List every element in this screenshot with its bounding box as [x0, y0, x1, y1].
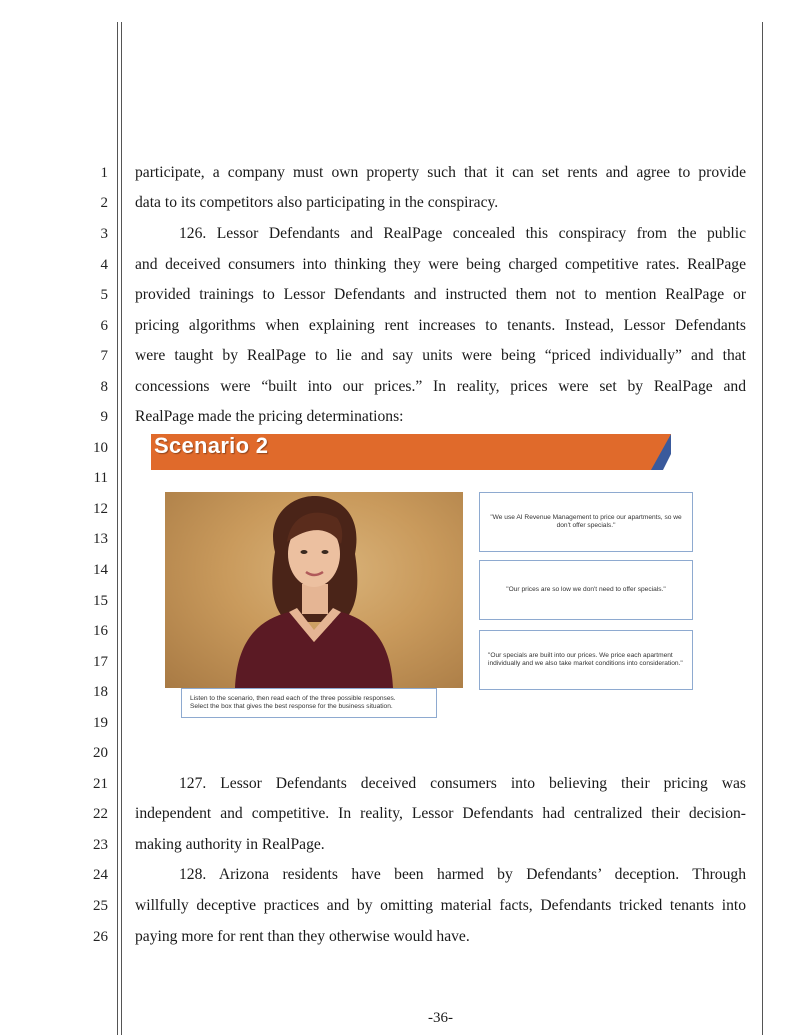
line-number: 24 [93, 867, 108, 883]
line-number: 13 [93, 531, 108, 547]
text-line: concessions were “built into our prices.” In reality, prices were set by RealPage and [135, 378, 746, 395]
line-number: 7 [100, 348, 108, 364]
line-number: 10 [93, 440, 108, 456]
line-number: 19 [93, 715, 108, 731]
response-option-3-text: "Our specials are built into our prices. We price each apartment individually and we also take market conditions into consideration." [488, 652, 683, 667]
line-number: 15 [93, 593, 108, 609]
scenario-title: Scenario 2 [154, 433, 269, 458]
line-number: 9 [100, 409, 108, 425]
instruction-line: Select the box that gives the best response for the business situation. [190, 703, 393, 710]
scenario-training-slide [143, 430, 723, 740]
left-margin-rule-outer [117, 22, 118, 1035]
line-number: 22 [93, 806, 108, 822]
instruction-line: Listen to the scenario, then read each of the three possible responses. [190, 695, 396, 702]
text-line: RealPage made the pricing determinations: [135, 408, 404, 425]
presenter-image [165, 492, 463, 688]
line-number: 5 [100, 287, 108, 303]
line-number: 25 [93, 898, 108, 914]
text-line: were taught by RealPage to lie and say units were being “priced individually” and that [135, 347, 746, 364]
paragraph-127-first-line: 127. Lessor Defendants deceived consumers into believing their pricing was [179, 775, 746, 792]
text-line: and deceived consumers into thinking they were being charged competitive rates. RealPage [135, 256, 746, 273]
text-line: making authority in RealPage. [135, 836, 325, 853]
text-line: paying more for rent than they otherwise would have. [135, 928, 470, 945]
line-number: 21 [93, 776, 108, 792]
line-number: 26 [93, 929, 108, 945]
line-number: 11 [93, 470, 108, 486]
paragraph-128-first-line: 128. Arizona residents have been harmed by Defendants’ deception. Through [179, 866, 746, 883]
text-line: pricing algorithms when explaining rent increases to tenants. Instead, Lessor Defendants [135, 317, 746, 334]
response-option-2[interactable] [479, 560, 693, 620]
line-number: 4 [100, 257, 108, 273]
line-number: 1 [100, 165, 108, 181]
line-number: 17 [93, 654, 108, 670]
response-option-1[interactable] [479, 492, 693, 552]
text-line: participate, a company must own property such that it can set rents and agree to provide [135, 164, 746, 181]
text-line: independent and competitive. In reality, Lessor Defendants had centralized their decision- [135, 805, 746, 822]
text-line: willfully deceptive practices and by omitting material facts, Defendants tricked tenants into [135, 897, 746, 914]
line-number: 8 [100, 379, 108, 395]
line-number: 12 [93, 501, 108, 517]
line-number: 23 [93, 837, 108, 853]
text-line: data to its competitors also participating in the conspiracy. [135, 194, 499, 211]
line-number: 6 [100, 318, 108, 334]
line-number: 2 [100, 195, 108, 211]
instruction-box [181, 688, 437, 718]
page-number: -36- [428, 1010, 453, 1026]
left-margin-rule-inner [121, 22, 122, 1035]
line-number: 14 [93, 562, 108, 578]
response-option-2-text: "Our prices are so low we don't need to offer specials." [506, 586, 666, 593]
response-option-1-text: "We use AI Revenue Management to price our apartments, so we don't offer specials." [490, 514, 682, 529]
paragraph-126-first-line: 126. Lessor Defendants and RealPage concealed this conspiracy from the public [179, 225, 746, 242]
line-number: 3 [100, 226, 108, 242]
text-line: provided trainings to Lessor Defendants and instructed them not to mention RealPage or [135, 286, 746, 303]
presenter-video-frame [165, 492, 463, 688]
right-margin-rule [762, 22, 763, 1035]
response-option-3[interactable] [479, 630, 693, 690]
line-number: 20 [93, 745, 108, 761]
line-number: 18 [93, 684, 108, 700]
line-number: 16 [93, 623, 108, 639]
